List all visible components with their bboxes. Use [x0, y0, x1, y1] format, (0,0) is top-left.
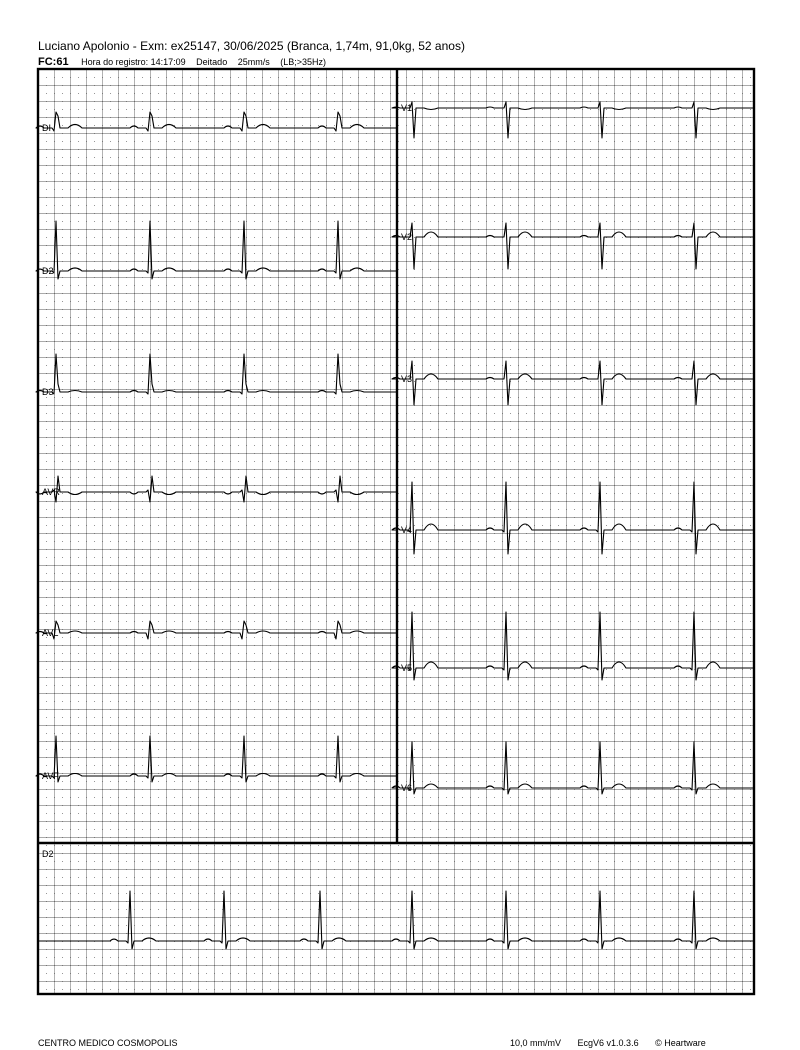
paper-speed: 25mm/s: [237, 57, 270, 67]
filter-setting: (LB;>35Hz): [280, 57, 327, 67]
clinic-name: CENTRO MEDICO COSMOPOLIS: [38, 1038, 178, 1048]
software-version: EcgV6 v1.0.3.6: [577, 1038, 639, 1048]
lead-label-d2: D2: [42, 266, 54, 276]
lead-label-di: DI: [42, 123, 51, 133]
lead-label-v5: V5: [401, 663, 413, 673]
lead-label-v6: V6: [401, 783, 413, 793]
lead-label-avf: AVF: [42, 771, 59, 781]
patient-position: Deitado: [196, 57, 228, 67]
footer-info: [510, 1038, 706, 1048]
lead-label-v4: V4: [401, 525, 413, 535]
gain-setting: 10,0 mm/mV: [510, 1038, 562, 1048]
patient-info: Luciano Apolonio - Exm: ex25147, 30/06/2025 (Branca, 1,74m, 91,0kg, 52 anos): [38, 39, 465, 53]
brand: © Heartware: [655, 1038, 706, 1048]
lead-label-d2: D2: [42, 849, 54, 859]
lead-label-v3: V3: [401, 374, 413, 384]
heart-rate: FC:61: [38, 56, 69, 68]
record-time: Hora do registro: 14:17:09: [81, 57, 186, 67]
lead-label-avl: AVL: [42, 628, 59, 638]
lead-label-avr: AVR: [42, 487, 60, 497]
lead-label-v2: V2: [401, 232, 413, 242]
lead-label-d3: D3: [42, 387, 54, 397]
lead-label-v1: V1: [401, 103, 413, 113]
